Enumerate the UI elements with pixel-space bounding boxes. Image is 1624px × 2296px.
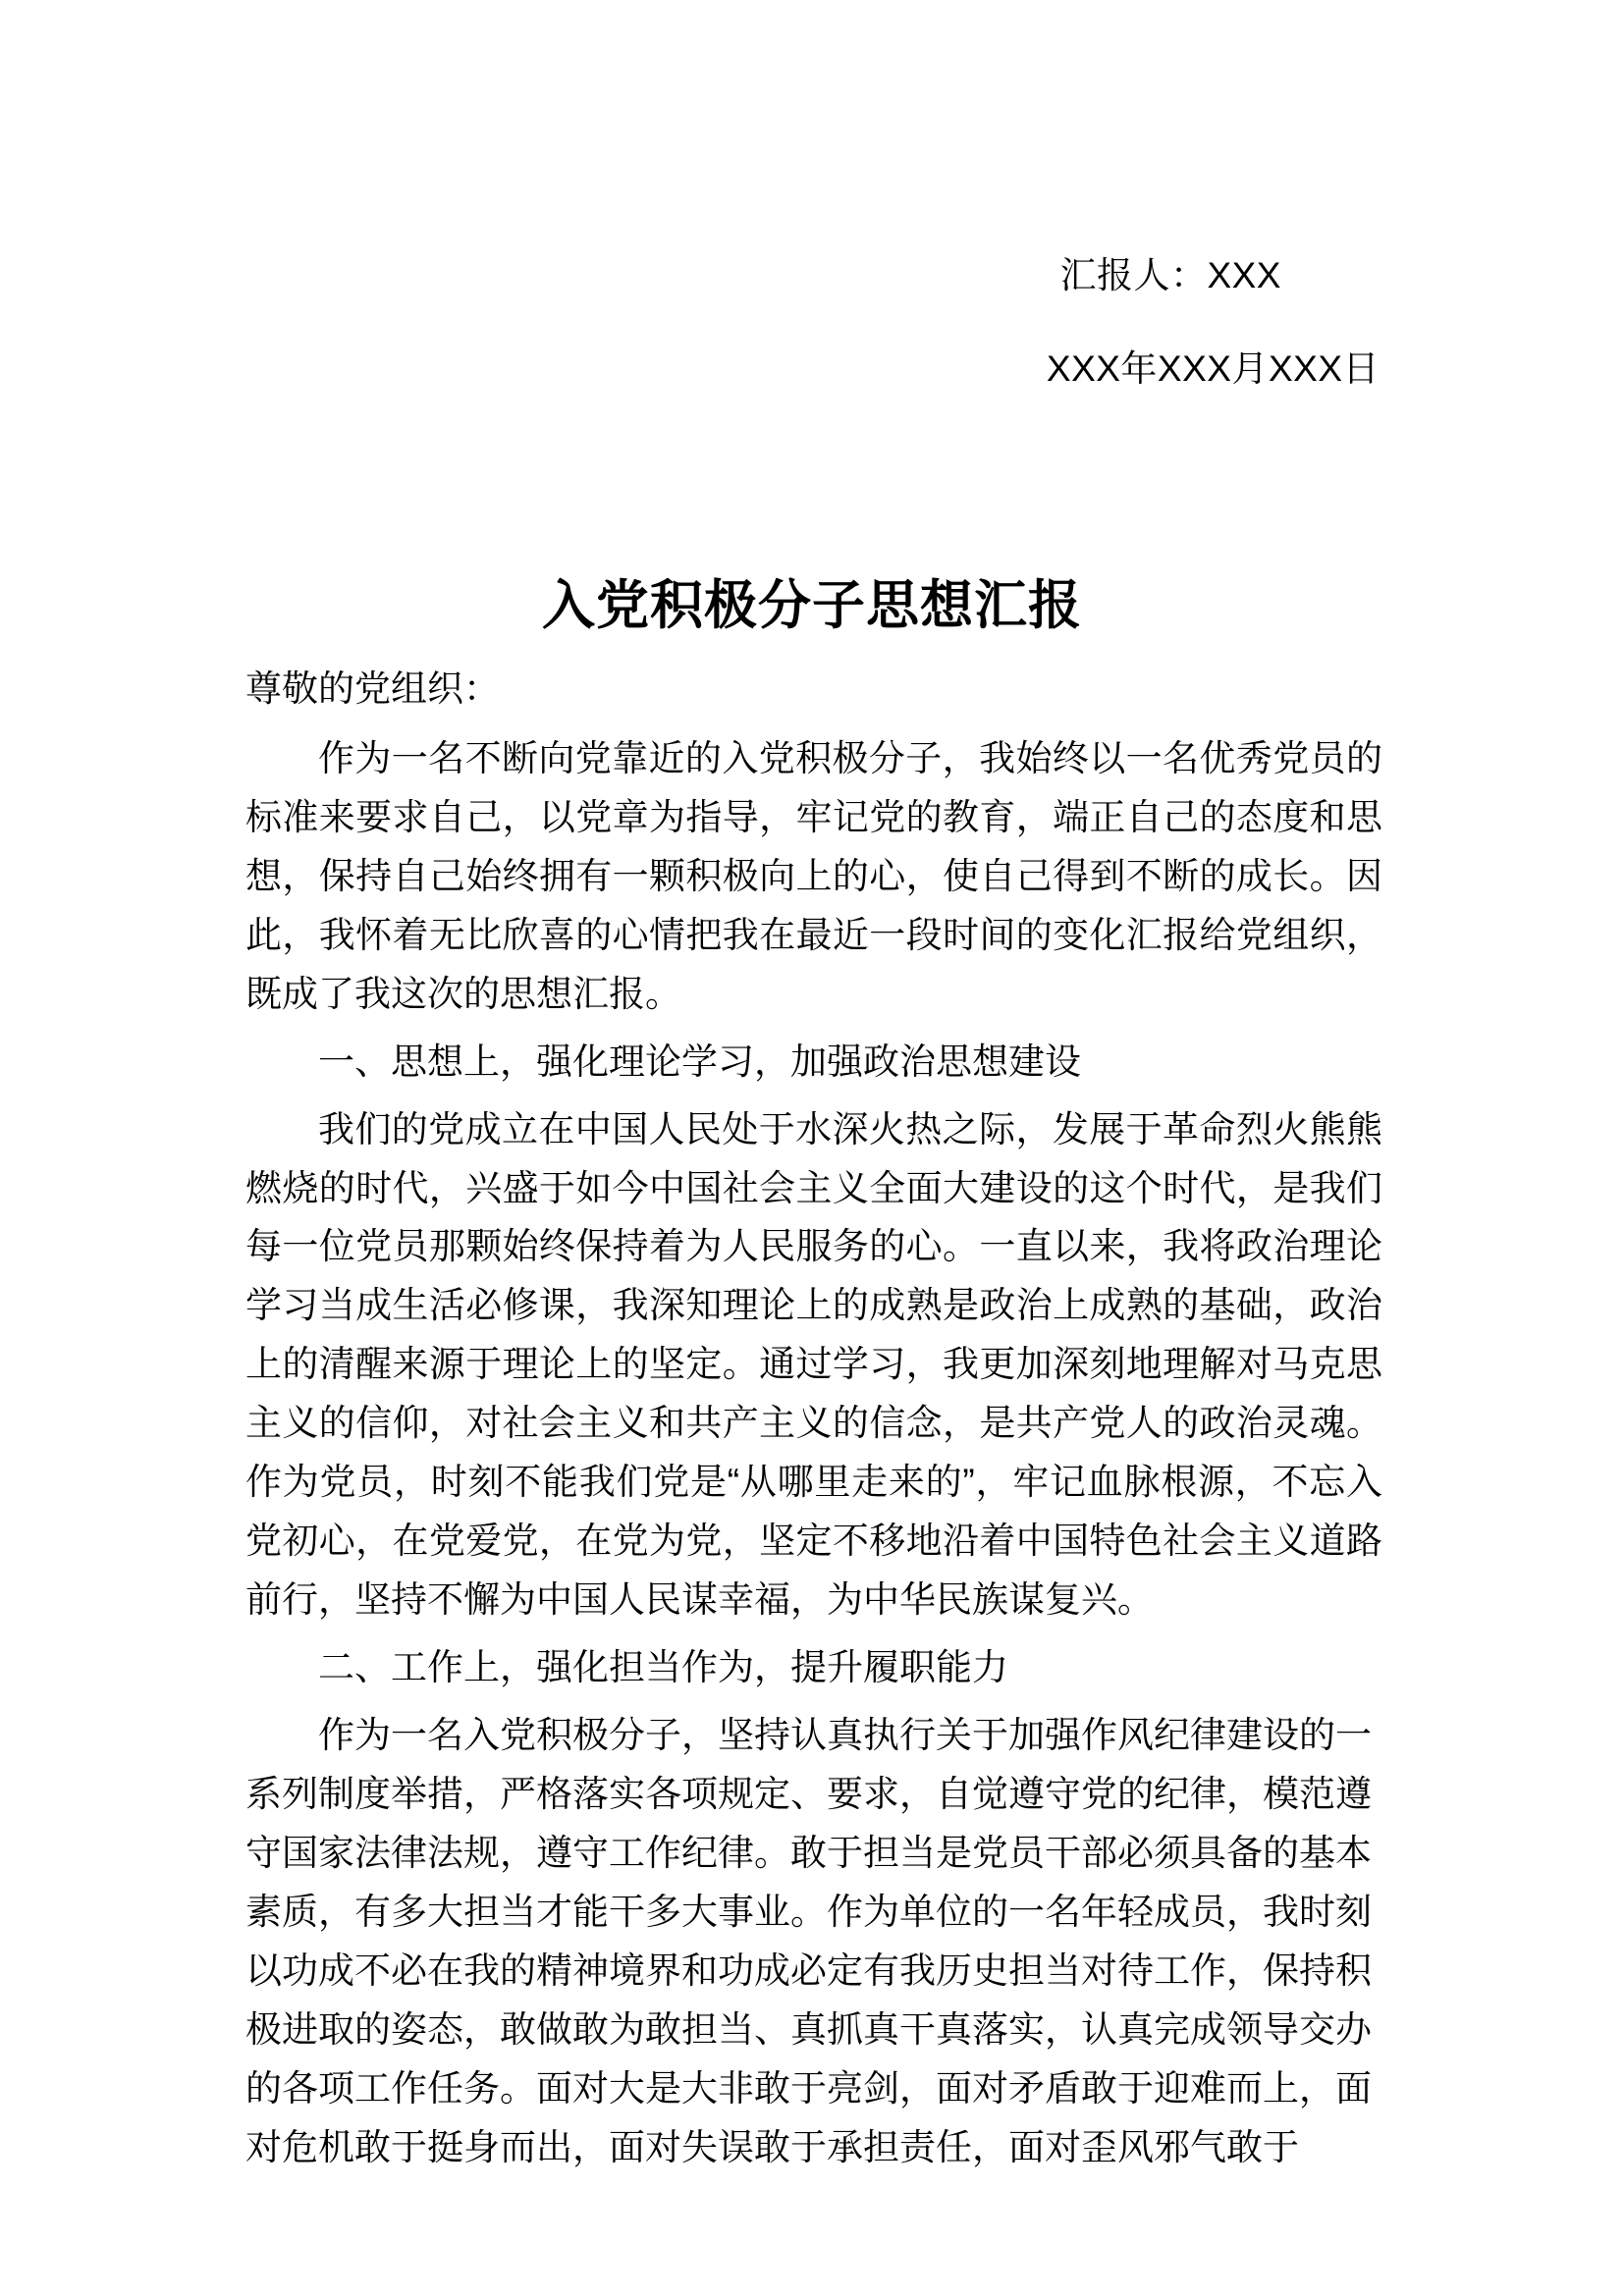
- date-line: XXX年XXX月XXX日: [1046, 348, 1380, 389]
- paragraph-intro: 作为一名不断向党靠近的入党积极分子，我始终以一名优秀党员的标准来要求自己，以党章为指导，牢记党的教育，端正自己的态度和思想，保持自己始终拥有一颗积极向上的心，使自己得到不断的成长。因此，我怀着无比欣喜的心情把我在最近一段时间的变化汇报给党组织，既成了我这次的思想汇报。: [245, 737, 1382, 1014]
- paragraph-section-one-body: 我们的党成立在中国人民处于水深火热之际，发展于革命烈火熊熊燃烧的时代，兴盛于如今中国社会主义全面大建设的这个时代，是我们每一位党员那颗始终保持着为人民服务的心。一直以来，我将政治理论学习当成生活必修课，我深知理论上的成熟是政治上成熟的基础，政治上的清醒来源于理论上的坚定。通过学习，我更加深刻地理解对马克思主义的信仰，对社会主义和共产主义的信念，是共产党人的政治灵魂。作为党员，时刻不能我们党是“从哪里走来的”，牢记血脉根源，不忘入党初心，在党爱党，在党为党，坚定不移地沿着中国特色社会主义道路前行，坚持不懈为中国人民谋幸福，为中华民族谋复兴。: [245, 1108, 1382, 1621]
- reporter-line: 汇报人：XXX: [1059, 255, 1281, 295]
- signature-block: [245, 257, 1380, 387]
- page-title: 入党积极分子思想汇报: [542, 576, 1082, 636]
- paragraph-section-two-body: 作为一名入党积极分子，坚持认真执行关于加强作风纪律建设的一系列制度举措，严格落实各项规定、要求，自觉遵守党的纪律，模范遵守国家法律法规，遵守工作纪律。敢于担当是党员干部必须具备的基本素质，有多大担当才能干多大事业。作为单位的一名年轻成员，我时刻以功成不必在我的精神境界和功成必定有我历史担当对待工作，保持积极进取的姿态，敢做敢为敢担当、真抓真干真落实，认真完成领导交办的各项工作任务。面对大是大非敢于亮剑，面对矛盾敢于迎难而上，面对危机敢于挺身而出，面对失误敢于承担责任，面对歪风邪气敢于: [245, 1714, 1372, 2167]
- section-heading-two: 二、工作上，强化担当作为，提升履职能力: [318, 1647, 1008, 1687]
- document-body: [245, 660, 1382, 2185]
- salutation: 尊敬的党组织：: [245, 668, 500, 709]
- section-heading-one: 一、思想上，强化理论学习，加强政治思想建设: [318, 1041, 1081, 1082]
